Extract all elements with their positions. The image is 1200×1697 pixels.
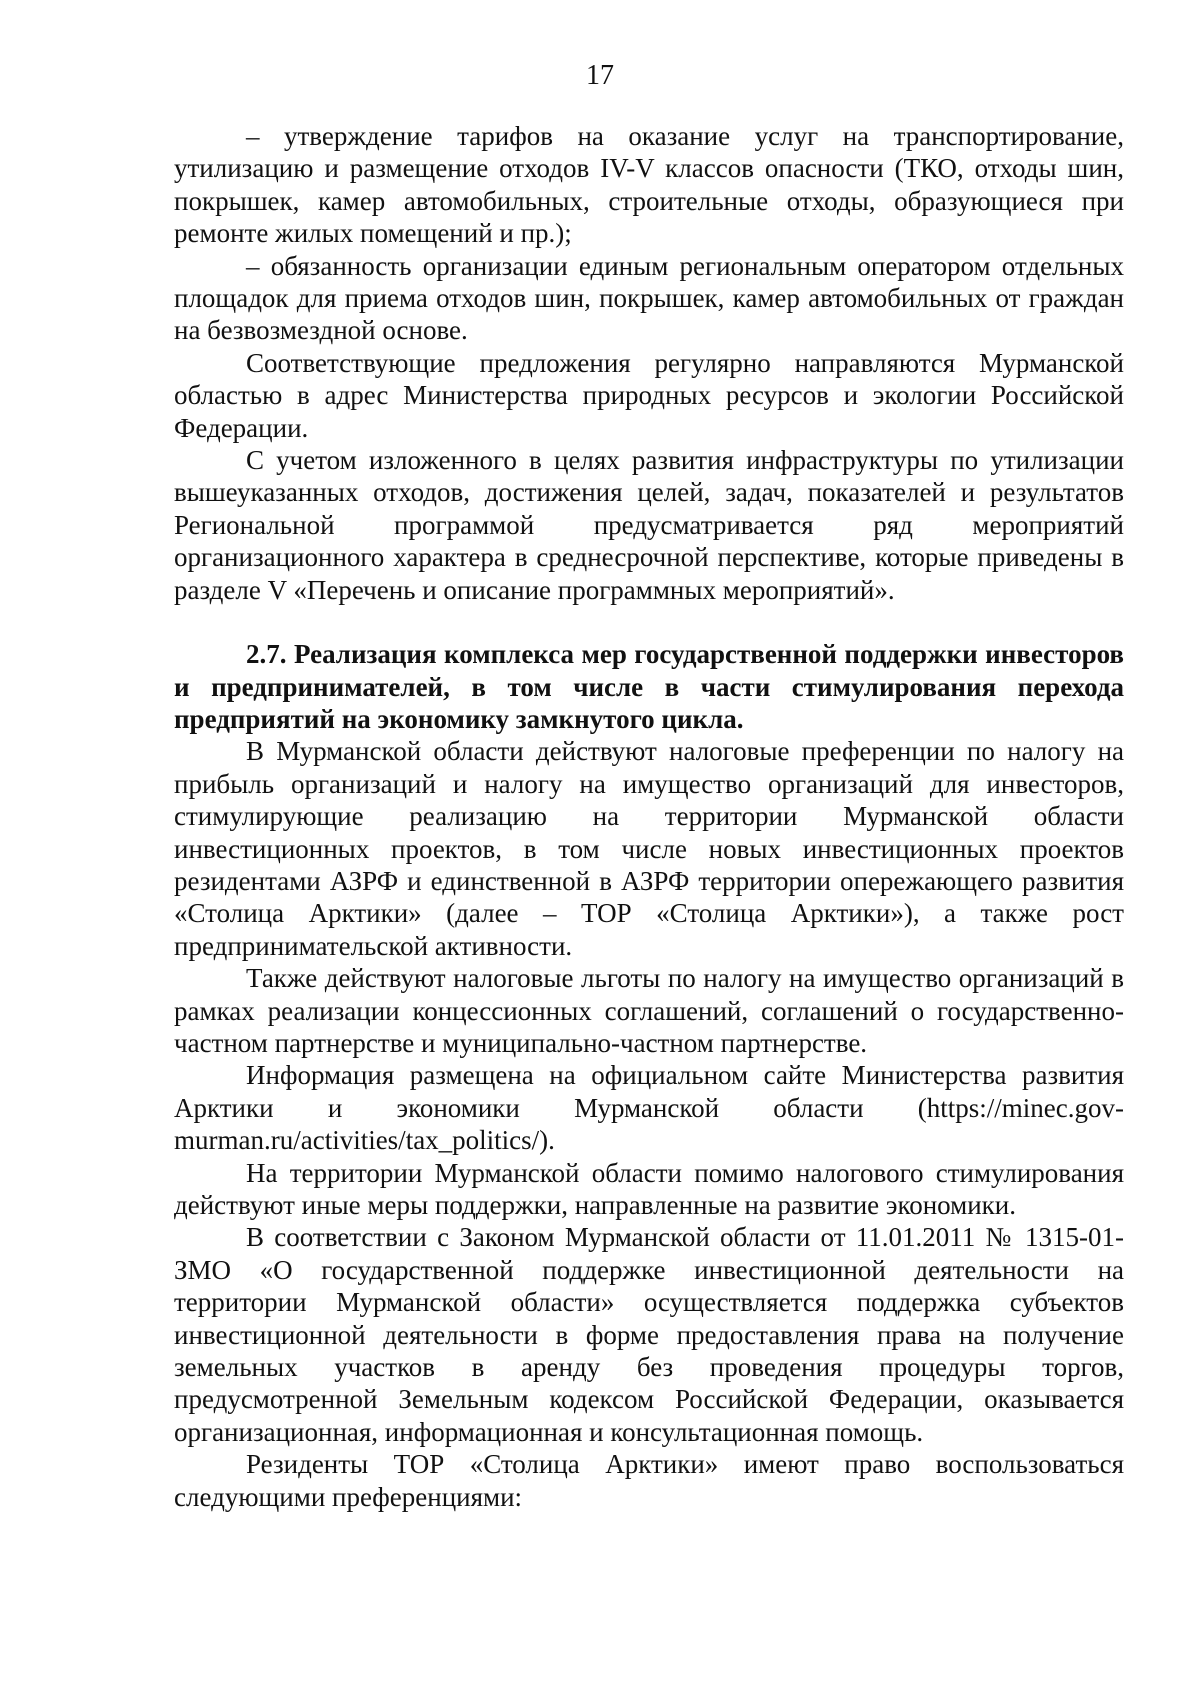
document-body bbox=[174, 120, 1124, 1513]
paragraph-website-info: Информация размещена на официальном сайте Министерства развития Арктики и экономики Мурманской области (https://minec.gov-murman.ru/activities/tax_politics/). bbox=[174, 1060, 1124, 1156]
paragraph-tax-benefits: Также действуют налоговые льготы по налогу на имущество организаций в рамках реализации концессионных соглашений, соглашений о государственно-частном партнерстве и муниципально-частном партнерстве. bbox=[174, 963, 1124, 1058]
paragraph-tax-preferences: В Мурманской области действуют налоговые преференции по налогу на прибыль организаций и налогу на имущество организаций для инвесторов, стимулирующие реализацию на территории Мурманской области инвестиционных проектов, в том числе новых инвестиционных проектов резидентами АЗРФ и единственной в АЗРФ территории опережающего развития «Столица Арктики» (далее – ТОР «Столица Арктики»), а также рост предпринимательской активности. bbox=[174, 736, 1124, 961]
section-heading: 2.7. Реализация комплекса мер государственной поддержки инвесторов и предпринимателей, в том числе в части стимулирования перехода предприятий на экономику замкнутого цикла. bbox=[174, 639, 1124, 734]
paragraph-program-measures: С учетом изложенного в целях развития инфраструктуры по утилизации вышеуказанных отходов, достижения целей, задач, показателей и результатов Региональной программой предусматривается ряд мероприятий организационного характера в среднесрочной перспективе, которые приведены в разделе V «Перечень и описание программных мероприятий». bbox=[174, 445, 1124, 605]
paragraph-other-support: На территории Мурманской области помимо налогового стимулирования действуют иные меры поддержки, направленные на развитие экономики. bbox=[174, 1157, 1124, 1220]
page-number: 17 bbox=[586, 60, 614, 91]
paragraph-proposals: Соответствующие предложения регулярно направляются Мурманской областью в адрес Министерства природных ресурсов и экологии Российской Федерации. bbox=[174, 347, 1124, 443]
paragraph-tariffs: – утверждение тарифов на оказание услуг на транспортирование, утилизацию и размещение отходов IV-V классов опасности (ТКО, отходы шин, покрышек, камер автомобильных, строительные отходы, образующиеся при ремонте жилых помещений и пр.); bbox=[174, 121, 1124, 249]
paragraph-residents-preferences: Резиденты ТОР «Столица Арктики» имеют право воспользоваться следующими преференциями: bbox=[174, 1449, 1124, 1512]
paragraph-regional-law: В соответствии с Законом Мурманской области от 11.01.2011 № 1315-01-ЗМО «О государственной поддержке инвестиционной деятельности на территории Мурманской области» осуществляется поддержка субъектов инвестиционной деятельности в форме предоставления права на получение земельных участков в аренду без проведения процедуры торгов, предусмотренной Земельным кодексом Российской Федерации, оказывается организационная, информационная и консультационная помощь. bbox=[174, 1222, 1124, 1447]
paragraph-operator-duty: – обязанность организации единым региональным оператором отдельных площадок для приема отходов шин, покрышек, камер автомобильных от граждан на безвозмездной основе. bbox=[174, 250, 1124, 346]
